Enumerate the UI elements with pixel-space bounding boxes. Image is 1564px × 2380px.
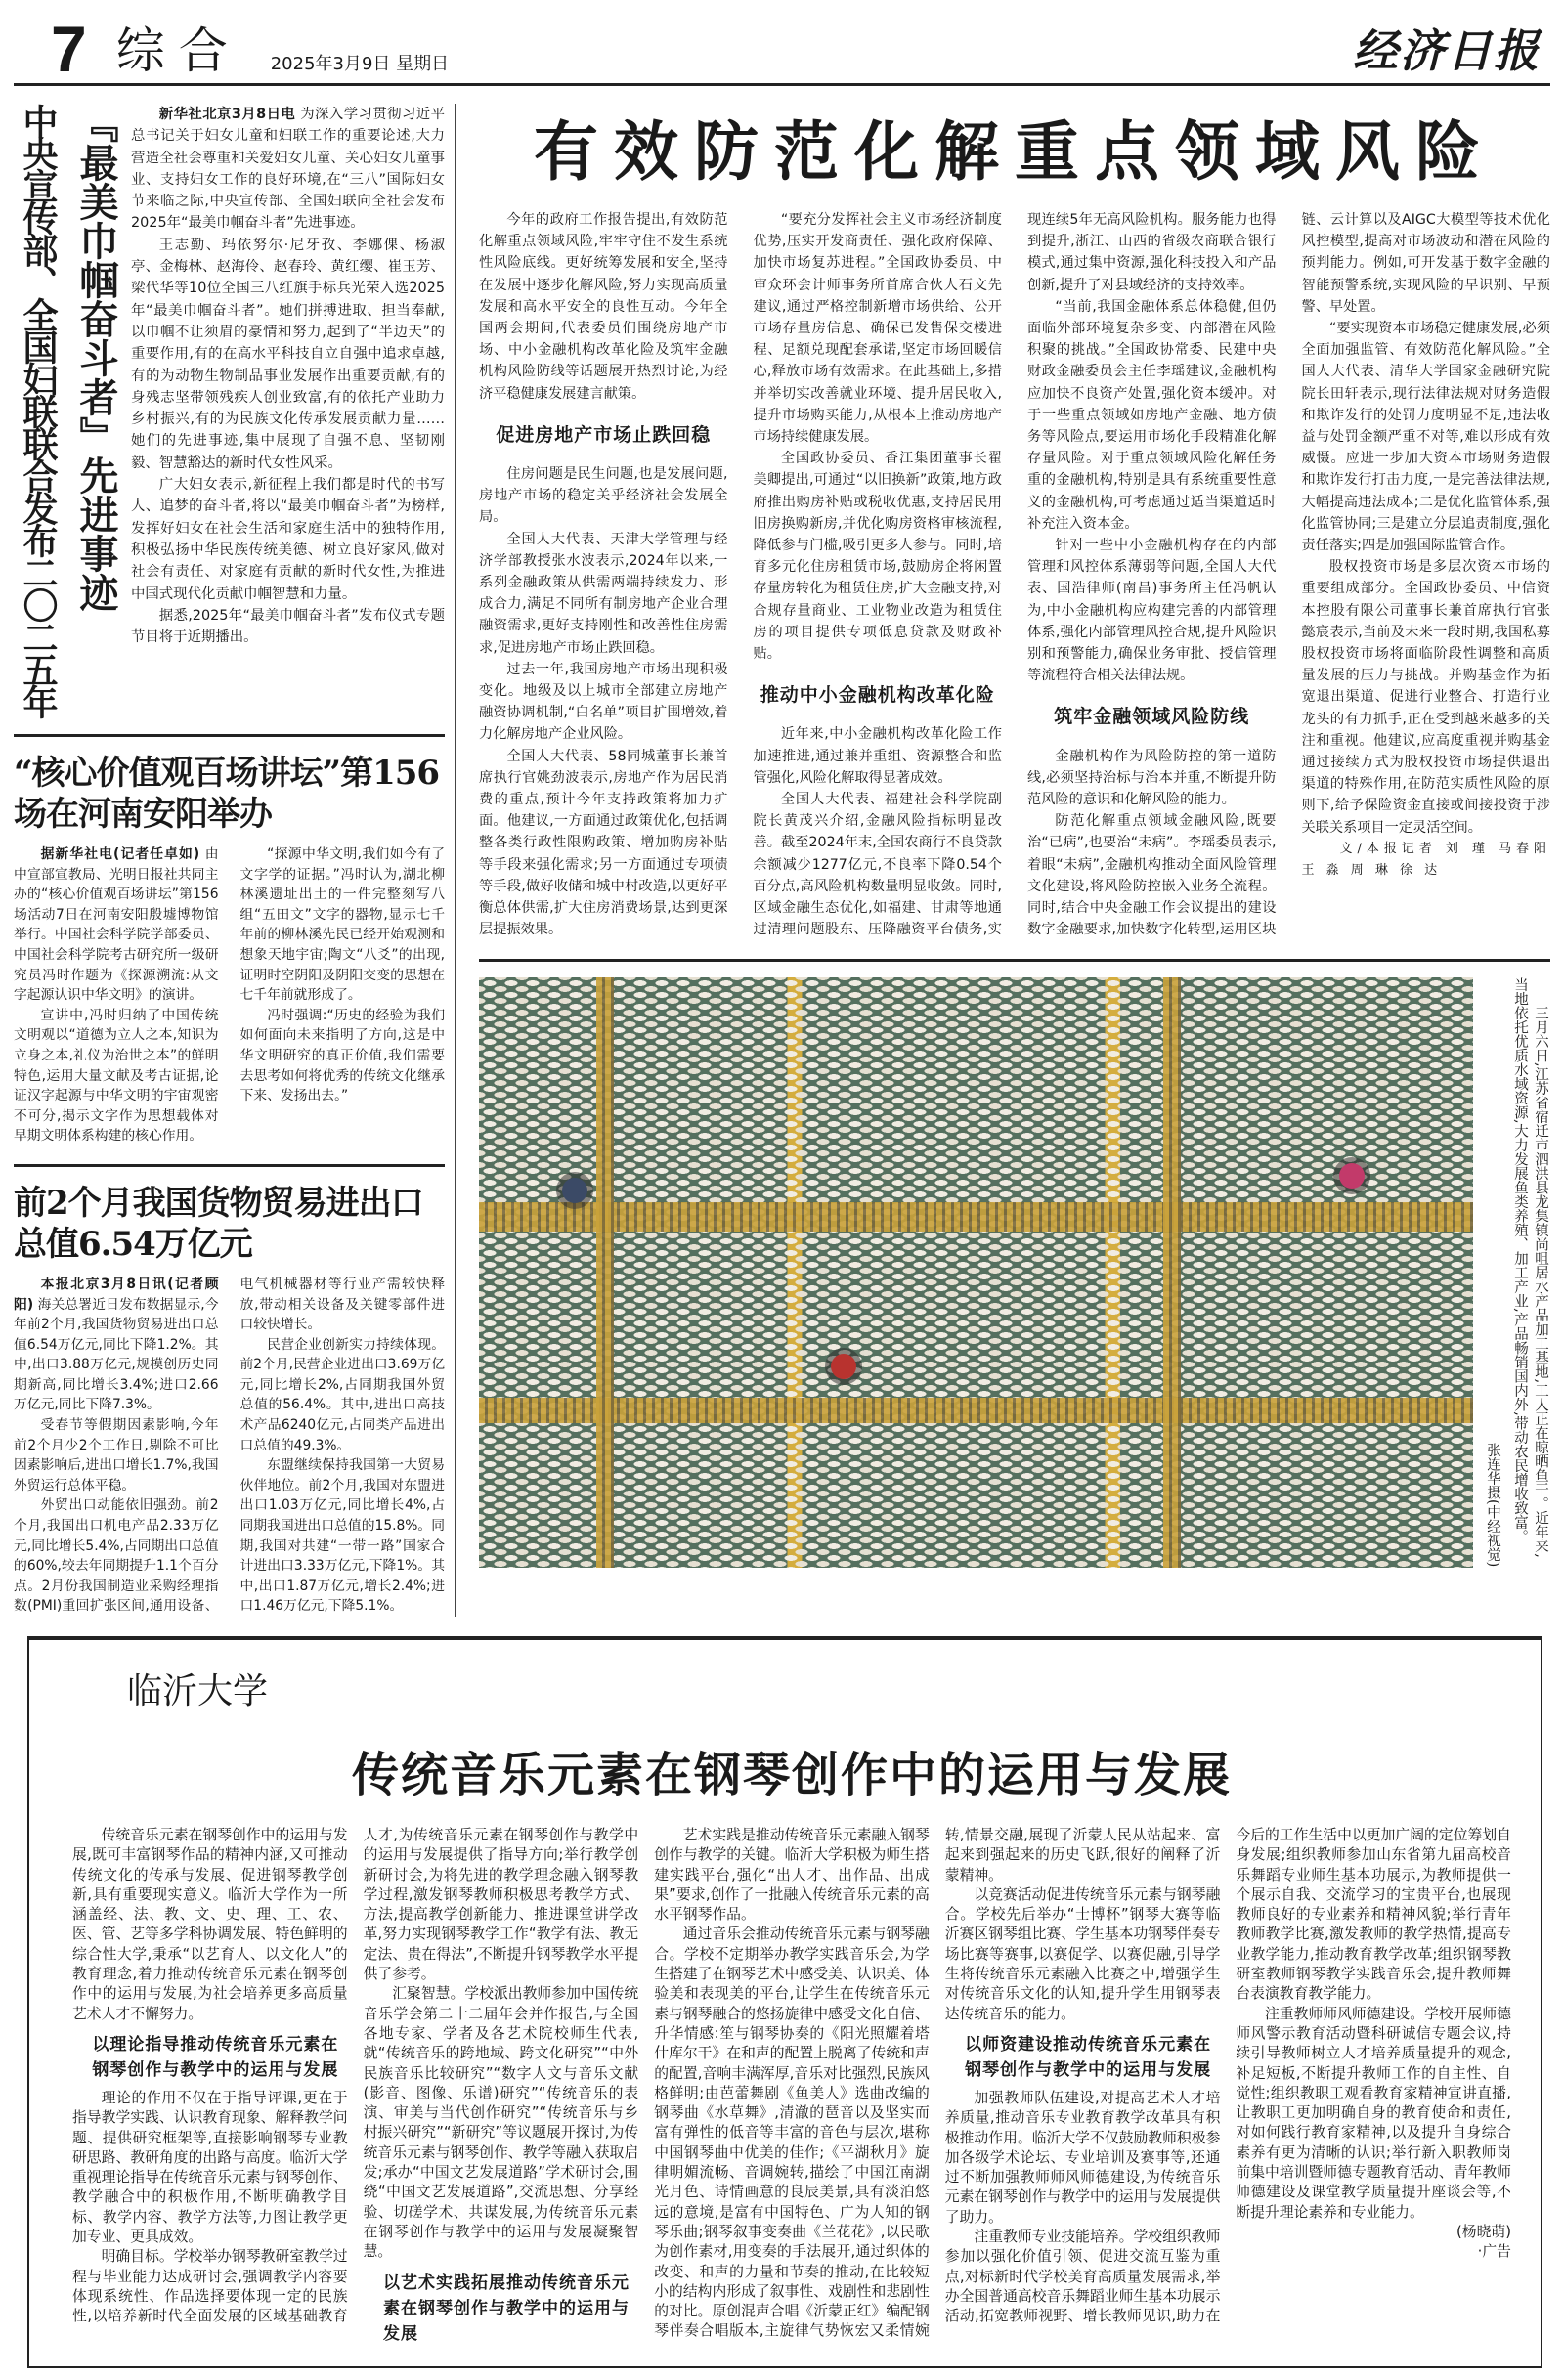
byline: 文/本报记者 刘 瑾 马春阳 王 淼 周 琳 徐 达 bbox=[1301, 841, 1550, 879]
masthead bbox=[14, 8, 1550, 86]
paragraph bbox=[131, 474, 445, 605]
women-article-title: 中央宣传部、全国妇联联合发布二〇二五年 bbox=[18, 104, 58, 716]
paragraph-text: 王志勤、玛依努尔·尼牙孜、李娜倮、杨淑亭、金梅林、赵海伶、赵春玲、黄红缨、崔玉芳、梁代华等10位全国三八红旗手标兵光荣入选2025年“最美巾帼奋斗者”。她们拼搏进取、担当奉献,以巾帼不让须眉的豪情和努力,起到了“半边天”的重要作用,有的在高水平科技自立自强中追求卓越,有的为动物生物制品事业发展作出重要贡献,有的身残志坚带领残疾人创业致富,有的依托产业助力乡村振兴,有的为民族文化传承发展贡献力量……她们的先进事迹,集中展现了自强不息、坚韧刚毅、智慧豁达的新时代女性风采。 bbox=[131, 237, 445, 471]
paragraph-text: “要实现资本市场稳定健康发展,必须全面加强监管、有效防范化解风险。”全国人大代表、清华大学国家金融研究院院长田轩表示,现行法律法规对财务造假和欺诈发行的处罚力度明显不足,违法收益与处罚金额严重不对等,难以形成有效威慑。应进一步加大资本市场财务造假和欺诈发行打击力度,一是完善法律法规,大幅提高违法成本;二是优化监管体系,强化监管协同;三是建立分层追责制度,强化责任落实;四是加强国际监管合作。 bbox=[1301, 321, 1550, 554]
paragraph bbox=[754, 448, 1003, 665]
paragraph-text: 全国政协委员、香江集团董事长翟美卿提出,可通过“以旧换新”政策,地方政府推出购房补贴或税收优惠,支持居民用旧房换购新房,并优化购房资格审核流程,降低参与门槛,吸引更多人参与。同时,培育多元化住房租赁市场,鼓励房企将闲置存量房转化为租赁住房,扩大金融支持,对合规存量商业、工业物业改造为租赁住房的项目提供专项低息贷款及财政补贴。 bbox=[753, 451, 1002, 663]
page-number: 7 bbox=[51, 13, 87, 85]
left-column bbox=[14, 104, 456, 1617]
paragraph-text: 理论的作用不仅在于指导评课,更在于指导教学实践、认识教育现象、解释教学问题、提供研究框架等,直接影响钢琴专业教研思路、教研角度的出路与高度。临沂大学重视理论指导在传统音乐元素与钢琴创作、教学融合中的积极作用,不断明确教学目标、教学内容、教学方法等,力图让教学更加专业、更具成效。 bbox=[72, 2089, 348, 2246]
core-values-headline: “核心价值观百场讲坛”第156场在河南安阳举办 bbox=[14, 754, 440, 834]
paragraph bbox=[1236, 2005, 1511, 2223]
photo-caption-box bbox=[1483, 977, 1550, 1568]
paragraph-text: 为深入学习贯彻习近平总书记关于妇女儿童和妇联工作的重要论述,大力营造全社会尊重和关爱妇女儿童、关心妇女儿童事业、支持妇女工作的良好环境,在“三八”国际妇女节来临之际,中央宣传部、全国妇联向全社会发布2025年“最美巾帼奋斗者”先进事迹。 bbox=[131, 107, 446, 232]
women-article bbox=[14, 104, 445, 716]
subheading: 推动中小金融机构改革化险 bbox=[760, 684, 995, 707]
paragraph-text: “探源中华文明,我们如今有了文字学的证据。”冯时认为,湖北柳林溪遗址出土的一件完整刻写八组“五田文”文字的器物,显示七千年前的柳林溪先民已经开始观测和想象天地宇宙;陶文“八爻”的出现,证明时空阴阳及阴阳交变的思想在七千年前就形成了。 bbox=[239, 846, 445, 1004]
paragraph bbox=[1027, 296, 1277, 535]
advertorial-sponsor: 临沂大学 bbox=[127, 1671, 269, 1711]
paragraph bbox=[654, 1826, 930, 1925]
paragraph bbox=[14, 1415, 219, 1495]
paragraph bbox=[479, 463, 728, 529]
paragraph bbox=[1302, 556, 1551, 839]
drying-rack bbox=[479, 1398, 1473, 1423]
paragraph-text: 全国人大代表、天津大学管理与经济学部教授张水波表示,2024年以来,一系列金融政策从供需两端持续发力、形成合力,满足不同所有制房地产企业合理融资需求,更好支持刚性和改善性住房需求,促进房地产市场止跌回稳。 bbox=[479, 531, 728, 656]
subheading: 筑牢金融领域风险防线 bbox=[1054, 706, 1250, 728]
paragraph-text: 据悉,2025年“最美巾帼奋斗者”发布仪式专题节目将于近期播出。 bbox=[131, 607, 445, 646]
fish-drying-photo bbox=[479, 977, 1473, 1568]
section-name: 综合 bbox=[115, 22, 241, 79]
paragraph-text: 过去一年,我国房地产市场出现积极变化。地级及以上城市全部建立房地产融资协调机制,“白名单”项目扩围增效,着力化解房地产企业风险。 bbox=[479, 661, 728, 743]
paragraph-text: 针对一些中小金融机构存在的内部管理和风控体系薄弱等问题,全国人大代表、国浩律师(南昌)事务所主任冯帆认为,中小金融机构应构建完善的内部管理体系,强化内部管理风控合规,提升风险识别和预警能力,确保业务审批、授信管理等流程符合相关法律法规。 bbox=[1027, 538, 1277, 684]
advertorial-headline: 传统音乐元素在钢琴创作中的运用与发展 bbox=[351, 1748, 1232, 1802]
section-rule bbox=[14, 1164, 445, 1167]
core-values-body bbox=[14, 844, 445, 1147]
paragraph-text: 注重教师专业技能培养。学校组织教师参加以强化价值引领、促进交流互鉴为重点,对标新时代学校美育高质量发展需求,举办全国普通高校音乐舞蹈业师生基本功展示活动,拓宽教师视野、增长教师见识,助力在今后的工作生活中以更加广阔的定位筹划自身发展;组织教师参加山东省第九届高校音乐舞蹈专业师生基本功展示,为教师提供一个展示自我、交流学习的宝贵平台,也展现教师良好的专业素养和精神风貌;举行青年教师教学比赛,激发教师的教学热情,提高专业教学能力,推动教育教学改革;组织钢琴教研室教师钢琴教学实践音乐会,提升教师舞台表演教育教学能力。 bbox=[944, 1827, 1511, 2325]
section-rule bbox=[14, 734, 445, 737]
paragraph-text: “要充分发挥社会主义市场经济制度优势,压实开发商责任、强化政府保障、加快市场复苏进程。”全国政协委员、中审众环会计师事务所首席合伙人石文先建议,通过严格控制新增市场供给、公开市场存量房信息、确保已发售保交楼进程、足额兑现配套承诺,坚定市场回暖信心,释放市场有效需求。在此基础上,多措并举切实改善就业环境、提升居民收入,提升市场购买能力,从根本上推动房地产市场持续健康发展。 bbox=[753, 212, 1002, 446]
paragraph bbox=[479, 746, 728, 941]
paragraph bbox=[1302, 318, 1551, 556]
paragraph-text: 通过音乐会推动传统音乐元素与钢琴融合。学校不定期举办教学实践音乐会,为学生搭建了在钢琴艺术中感受美、认识美、体验美和表现美的平台,让学生在传统音乐元素与钢琴融合的悠扬旋律中感受文化自信、升华情感:笙与钢琴协奏的《阳光照耀着塔什库尔干》在和声的配置上脱离了传统和声的配置,音响丰满浑厚,音乐对比强烈,民族风格鲜明;由芭蕾舞剧《鱼美人》选曲改编的钢琴曲《水草舞》,清澈的琶音以及坚实而富有弹性的低音等丰富的音色与层次,堪称中国钢琴曲中优美的佳作;《平湖秋月》旋律明媚流畅、音调婉转,描绘了中国江南湖光月色、诗情画意的良辰美景,具有淡泊悠远的意境,是富有中国特色、广为人知的钢琴乐曲;钢琴叙事变奏曲《兰花花》,以民歌为创作素材,用变奏的手法展开,通过织体的改变、和声的力量和节奏的推动,在比较短小的结构内形成了叙事性、戏剧性和悲剧性的对比。原创混声合唱《沂蒙正红》编配钢琴伴奏合唱版本,主旋律气势恢宏又柔情婉转,情景交融,展现了沂蒙人民从站起来、富起来到强起来的历史飞跃,很好的阐释了沂蒙精神。 bbox=[654, 1827, 1221, 2340]
paragraph-text: 广大妇女表示,新征程上我们都是时代的书写人、追梦的奋斗者,将以“最美巾帼奋斗者”为榜样,发挥好妇女在社会生活和家庭生活中的独特作用,积极弘扬中华民族传统美德、树立良好家风,做对社会有责任、对家庭有贡献的新时代女性,为推进中国式现代化贡献巾帼智慧和力量。 bbox=[131, 477, 445, 602]
paragraph-text: 冯时强调:“历史的经验为我们如何面向未来指明了方向,这是中华文明研究的真正价值,我们需要去思考如何将优秀的传统文化继承下来、发扬出去。” bbox=[239, 1007, 445, 1104]
signoff: ·广告 bbox=[1477, 2243, 1511, 2261]
paragraph-text: 汇聚智慧。学校派出教师参加中国传统音乐学会第二十二届年会并作报告,与全国各地专家、学者及各艺术院校师生代表,就“传统音乐的跨地域、跨文化研究”“中外民族音乐比较研究”“数字人文与音乐文献(影音、图像、乐谱)研究”“传统音乐的表演、审美与当代创作研究”“传统音乐与乡村振兴研究”“新研究”等议题展开探讨,为传统音乐元素与钢琴创作、教学等融入获取启发;承办“中国文艺发展道路”学术研讨会,围绕“中国文艺发展道路”,交流思想、分享经验、切磋学术、共谋发展,为传统音乐元素在钢琴创作与教学中的运用与发展凝聚智慧。 bbox=[363, 1985, 639, 2261]
subheading: 以理论指导推动传统音乐元素在钢琴创作与教学中的运用与发展 bbox=[92, 2034, 339, 2080]
trade-headline: 前2个月我国货物贸易进出口总值6.54万亿元 bbox=[14, 1183, 423, 1264]
paragraph-text: 住房问题是民生问题,也是发展问题,房地产市场的稳定关乎经济社会发展全局。 bbox=[479, 466, 728, 526]
paragraph-text: 近年来,中小金融机构改革化险工作加速推进,通过兼并重组、资源整合和监管强化,风险化解取得显著成效。 bbox=[753, 726, 1002, 786]
paragraph-text: “当前,我国金融体系总体稳健,但仍面临外部环境复杂多变、内部潜在风险积聚的挑战。”全国政协常委、民建中央财政金融委员会主任李瑶建议,金融机构应加快不良资产处置,强化资本缓冲。对于一些重点领域如房地产金融、地方债务等风险点,要运用市场化手段精准化解存量风险。对于重点领域风险化解任务重的金融机构,特别是具有系统重要性意义的金融机构,可考虑通过适当渠道适时补充注入资本金。 bbox=[1027, 298, 1277, 532]
paragraph-text: 传统音乐元素在钢琴创作中的运用与发展,既可丰富钢琴作品的精神内涵,又可推动传统文化的传承与发展、促进钢琴教学创新,具有重要现实意义。临沂大学作为一所涵盖经、法、教、文、史、理、工、农、医、管、艺等多学科协调发展、特色鲜明的综合性大学,秉承“以艺育人、以文化人”的教育理念,着力推动传统音乐元素在钢琴创作中的运用与发展,为社会培养更多高质量艺术人才不懈努力。 bbox=[72, 1827, 348, 2022]
paragraph bbox=[14, 1006, 219, 1147]
top-section bbox=[14, 104, 1550, 1617]
newspaper-logo: 经济日报 bbox=[1353, 24, 1541, 77]
trade-body bbox=[14, 1275, 445, 1617]
paragraph bbox=[240, 1335, 446, 1456]
paragraph-text: 全国人大代表、福建社会科学院副院长黄茂兴介绍,金融风险指标明显改善。截至2024年末,全国农商行不良贷款余额减少1277亿元,不良率下降0.54个百分点,高风险机构数量明显收敛。同时,区域金融生态优化,如福建、甘肃等地通过清理问题股东、压降融资平台债务,实现连续5年无高风险机构。服务能力也得到提升,浙江、山西的省级农商联合银行模式,通过集中资源,强化科技投入和产品创新,提升了对县域经济的支持效率。 bbox=[753, 212, 1277, 938]
subheading: 以艺术实践拓展推动传统音乐元素在钢琴创作与教学中的运用与发展 bbox=[382, 2272, 630, 2344]
paragraph bbox=[72, 2089, 348, 2247]
paragraph bbox=[945, 2089, 1221, 2228]
paragraph-text: 艺术实践是推动传统音乐元素融入钢琴创作与教学的关键。临沂大学积极为师生搭建实践平台,强化“出人才、出作品、出成果”要求,创作了一批融入传统音乐元素的高水平钢琴作品。 bbox=[654, 1827, 930, 1924]
drying-rack bbox=[1163, 977, 1181, 1568]
women-article-body bbox=[131, 104, 445, 716]
paragraph bbox=[479, 659, 728, 746]
paragraph bbox=[72, 1826, 348, 2024]
paragraph-text: 明确目标。学校举办钢琴教研室教学过程与毕业能力达成研讨会,强调教学内容要体现系统性、作品选择要体现一定的民族性,以培养新时代全面发展的区域基础教育人才,为传统音乐元素在钢琴创作与教学中的运用与发展提供了指导方向;举行教学创新研讨会,为将先进的教学理念融入钢琴教学过程,激发钢琴教师积极思考教学方式、方法,提高教学创新能力、推进课堂讲学改革,努力实现钢琴教学工作“教学有法、教无定法、贵在得法”,不断提升钢琴教学水平提供了参考。 bbox=[72, 1827, 639, 2325]
paragraph-text: 注重教师师风师德建设。学校开展师德师风警示教育活动暨科研诚信专题会议,持续引导教师树立人才培养质量提升的观念,补足短板,不断提升教师工作的自主性、自觉性;组织教职工观看教育家精神宣讲直播,让教职工更加明确自身的教育使命和责任,对如何践行教育家精神,以及提升自身综合素养有更为清晰的认识;举行新入职教师岗前集中培训暨师德专题教育活动、青年教师师德建设及课堂教学质量提升座谈会等,不断提升理论素养和专业能力。 bbox=[1236, 2005, 1511, 2221]
photo-credit: 张连华摄(中经视觉) bbox=[1485, 1443, 1500, 1568]
worker-figure bbox=[1339, 1163, 1365, 1189]
paragraph bbox=[131, 235, 445, 474]
drying-rack bbox=[596, 977, 614, 1568]
paragraph-text: 外贸出口动能依旧强劲。前2个月,我国出口机电产品2.33万亿元,同比增长5.4%,占同期出口总值的60%,较去年同期提升1.1个百分点。2月份我国制造业采购经理指数(PMI)重回扩张区间,通用设备、电气机械器材等行业产需较快释放,带动相关设备及关键零部件进口较快增长。 bbox=[14, 1276, 445, 1615]
paragraph-text: 宣讲中,冯时归纳了中国传统文明观以“道德为立人之本,知识为立身之本,礼仪为治世之本”的鲜明特色,运用大量文献及考古证据,论证汉字起源与中华文明的宇宙观密不可分,揭示文字作为思想载体对早期文明体系构建的核心作用。 bbox=[14, 1007, 219, 1145]
paragraph-text: 东盟继续保持我国第一大贸易伙伴地位。前2个月,我国对东盟进出口1.03万亿元,同比增长4%,占同期我国进出口总值的15.8%。同期,我国对共建“一带一路”国家合计进出口3.33万亿元,下降1%。其中,出口1.87万亿元,增长2.4%;进口1.46万亿元,下降5.1%。 bbox=[239, 1457, 445, 1615]
paragraph bbox=[1027, 746, 1277, 811]
paragraph-text: 民营企业创新实力持续体现。前2个月,民营企业进出口3.69万亿元,同比增长2%,占同期我国外贸总值的56.4%。其中,进出口高技术产品6240亿元,占同类产品进出口总值的49.3%。 bbox=[239, 1336, 445, 1453]
photo-row bbox=[479, 977, 1550, 1568]
dateline: 据新华社电(记者任卓如) bbox=[40, 846, 200, 862]
subheading: 促进房地产市场止跌回稳 bbox=[496, 423, 712, 446]
paragraph-text: 加强教师队伍建设,对提高艺术人才培养质量,推动音乐专业教育教学改革具有积极推动作用。临沂大学不仅鼓励教师积极参加各级学术论坛、专业培训及赛事等,还通过不断加强教师师风师德建设,为传统音乐元素在钢琴创作与教学中的运用与发展提供了助力。 bbox=[944, 2089, 1221, 2226]
signoff: (杨晓萌) bbox=[1456, 2223, 1511, 2240]
paragraph-text: 海关总署近日发布数据显示,今年前2个月,我国货物贸易进出口总值6.54万亿元,同比下降1.2%。其中,出口3.88万亿元,规模创历史同期新高,同比增长3.4%;进口2.66万亿元,同比下降7.3%。 bbox=[14, 1296, 219, 1413]
paragraph bbox=[240, 844, 446, 1006]
paragraph-text: 由中宣部宣教局、光明日报社共同主办的“核心价值观百场讲坛”第156场活动7日在河南安阳殷墟博物馆举行。中国社会科学院学部委员、中国社会科学院考古研究所一级研究员冯时作题为《探源溯流:从文字起源认识中华文明》的演讲。 bbox=[14, 846, 219, 1004]
worker-figure bbox=[831, 1354, 856, 1379]
paragraph bbox=[240, 1455, 446, 1617]
paragraph bbox=[479, 209, 728, 405]
advertorial-body bbox=[72, 1826, 1511, 2347]
paragraph bbox=[1027, 535, 1277, 686]
paragraph-text: 股权投资市场是多层次资本市场的重要组成部分。全国政协委员、中信资本控股有限公司董事长兼首席执行官张懿宸表示,当前及未来一段时期,我国私募股权投资市场将面临阶段性调整和高质量发展的压力与挑战。并购基金作为拓宽退出渠道、促进行业整合、打造行业龙头的有力抓手,正在受到越来越多的关注和重视。他建议,应高度重视并购基金通过接续方式为股权投资市场提供退出渠道的特殊作用,在防范实质性风险的原则下,给予保险资金直接或间接投资于涉关联关系项目一定灵活空间。 bbox=[1301, 559, 1550, 836]
paragraph bbox=[240, 1006, 446, 1106]
drying-rack bbox=[479, 1202, 1473, 1232]
section-rule bbox=[479, 959, 1550, 962]
paragraph bbox=[14, 1275, 219, 1415]
subheading: 以师资建设推动传统音乐元素在钢琴创作与教学中的运用与发展 bbox=[965, 2034, 1212, 2080]
paragraph-text: 受春节等假期因素影响,今年前2个月少2个工作日,剔除不可比因素影响后,进出口增长1.7%,我国外贸运行总体平稳。 bbox=[14, 1417, 219, 1493]
main-column bbox=[456, 104, 1550, 1617]
paragraph bbox=[131, 605, 445, 649]
paragraph-text: 今年的政府工作报告提出,有效防范化解重点领域风险,牢牢守住不发生系统性风险底线。更好统筹发展和安全,坚持在发展中逐步化解风险,努力实现高质量发展和高水平安全的良性互动。今年全国两会期间,代表委员们围绕房地产市场、中小金融机构改革化险及筑牢金融机构风险防线等话题展开热烈讨论,为经济平稳健康发展建言献策。 bbox=[479, 212, 728, 402]
paragraph bbox=[479, 529, 728, 659]
women-article-subtitle: 『最美巾帼奋斗者』先进事迹 bbox=[73, 104, 118, 612]
paragraph bbox=[131, 104, 445, 235]
paragraph-text: 金融机构作为风险防控的第一道防线,必须坚持治标与治本并重,不断提升防范风险的意识和化解风险的能力。 bbox=[1027, 748, 1277, 808]
paragraph bbox=[14, 844, 219, 1006]
paragraph bbox=[945, 1885, 1221, 2024]
photo-caption: 三月六日,江苏省宿迁市泗洪县龙集镇尚咀居水产品加工基地,工人正在晾晒鱼干。近年来,当地依托优质水域资源,大力发展鱼类养殖、加工产业,产品畅销国内外,带动农民增收致富。 bbox=[1512, 976, 1548, 1558]
worker-figure bbox=[562, 1178, 587, 1203]
main-article-body bbox=[479, 209, 1550, 941]
advertorial-box bbox=[27, 1636, 1542, 2368]
dateline: 新华社北京3月8日电 bbox=[158, 107, 296, 122]
issue-date: 2025年3月9日 星期日 bbox=[270, 54, 450, 74]
paragraph-text: 全国人大代表、58同城董事长兼首席执行官姚劲波表示,房地产作为居民消费的重点,预计今年支持政策将加力扩面。他建议,一方面通过政策优化,包括调整各类行政性限购政策、增加购房补贴等手段来强化需求;另一方面通过专项债等手段,做好收储和城中村改造,以更好平衡总体供需,扩大住房消费场景,达到更深层提振效果。 bbox=[479, 748, 728, 938]
paragraph-text: 以竞赛活动促进传统音乐元素与钢琴融合。学校先后举办“士博杯”钢琴大赛等临沂赛区钢琴组比赛、学生基本功钢琴伴奏专场比赛等赛事,以赛促学、以赛促融,引导学生将传统音乐元素融入比赛之中,增强学生对传统音乐文化的认知,提升学生用钢琴表达传统音乐的能力。 bbox=[944, 1885, 1221, 2022]
paragraph-text: 防范化解重点领域金融风险,既要治“已病”,也要治“未病”。李瑶委员表示,着眼“未病”,金融机构推动全面风险管理文化建设,将风险防控嵌入业务全流程。同时,结合中央金融工作会议提出的建设数字金融要求,加快数字化转型,运用区块链、云计算以及AIGC大模型等技术优化风控模型,提高对市场波动和潜在风险的预判能力。例如,可开发基于数字金融的智能预警系统,实现风险的早识别、早预警、早处置。 bbox=[1027, 212, 1550, 938]
main-headline: 有效防范化解重点领域风险 bbox=[534, 114, 1496, 190]
paragraph bbox=[754, 723, 1003, 789]
dateline: 本报北京3月8日讯(记者顾阳) bbox=[14, 1276, 219, 1313]
paragraph bbox=[754, 209, 1003, 448]
paragraph bbox=[364, 1984, 639, 2262]
